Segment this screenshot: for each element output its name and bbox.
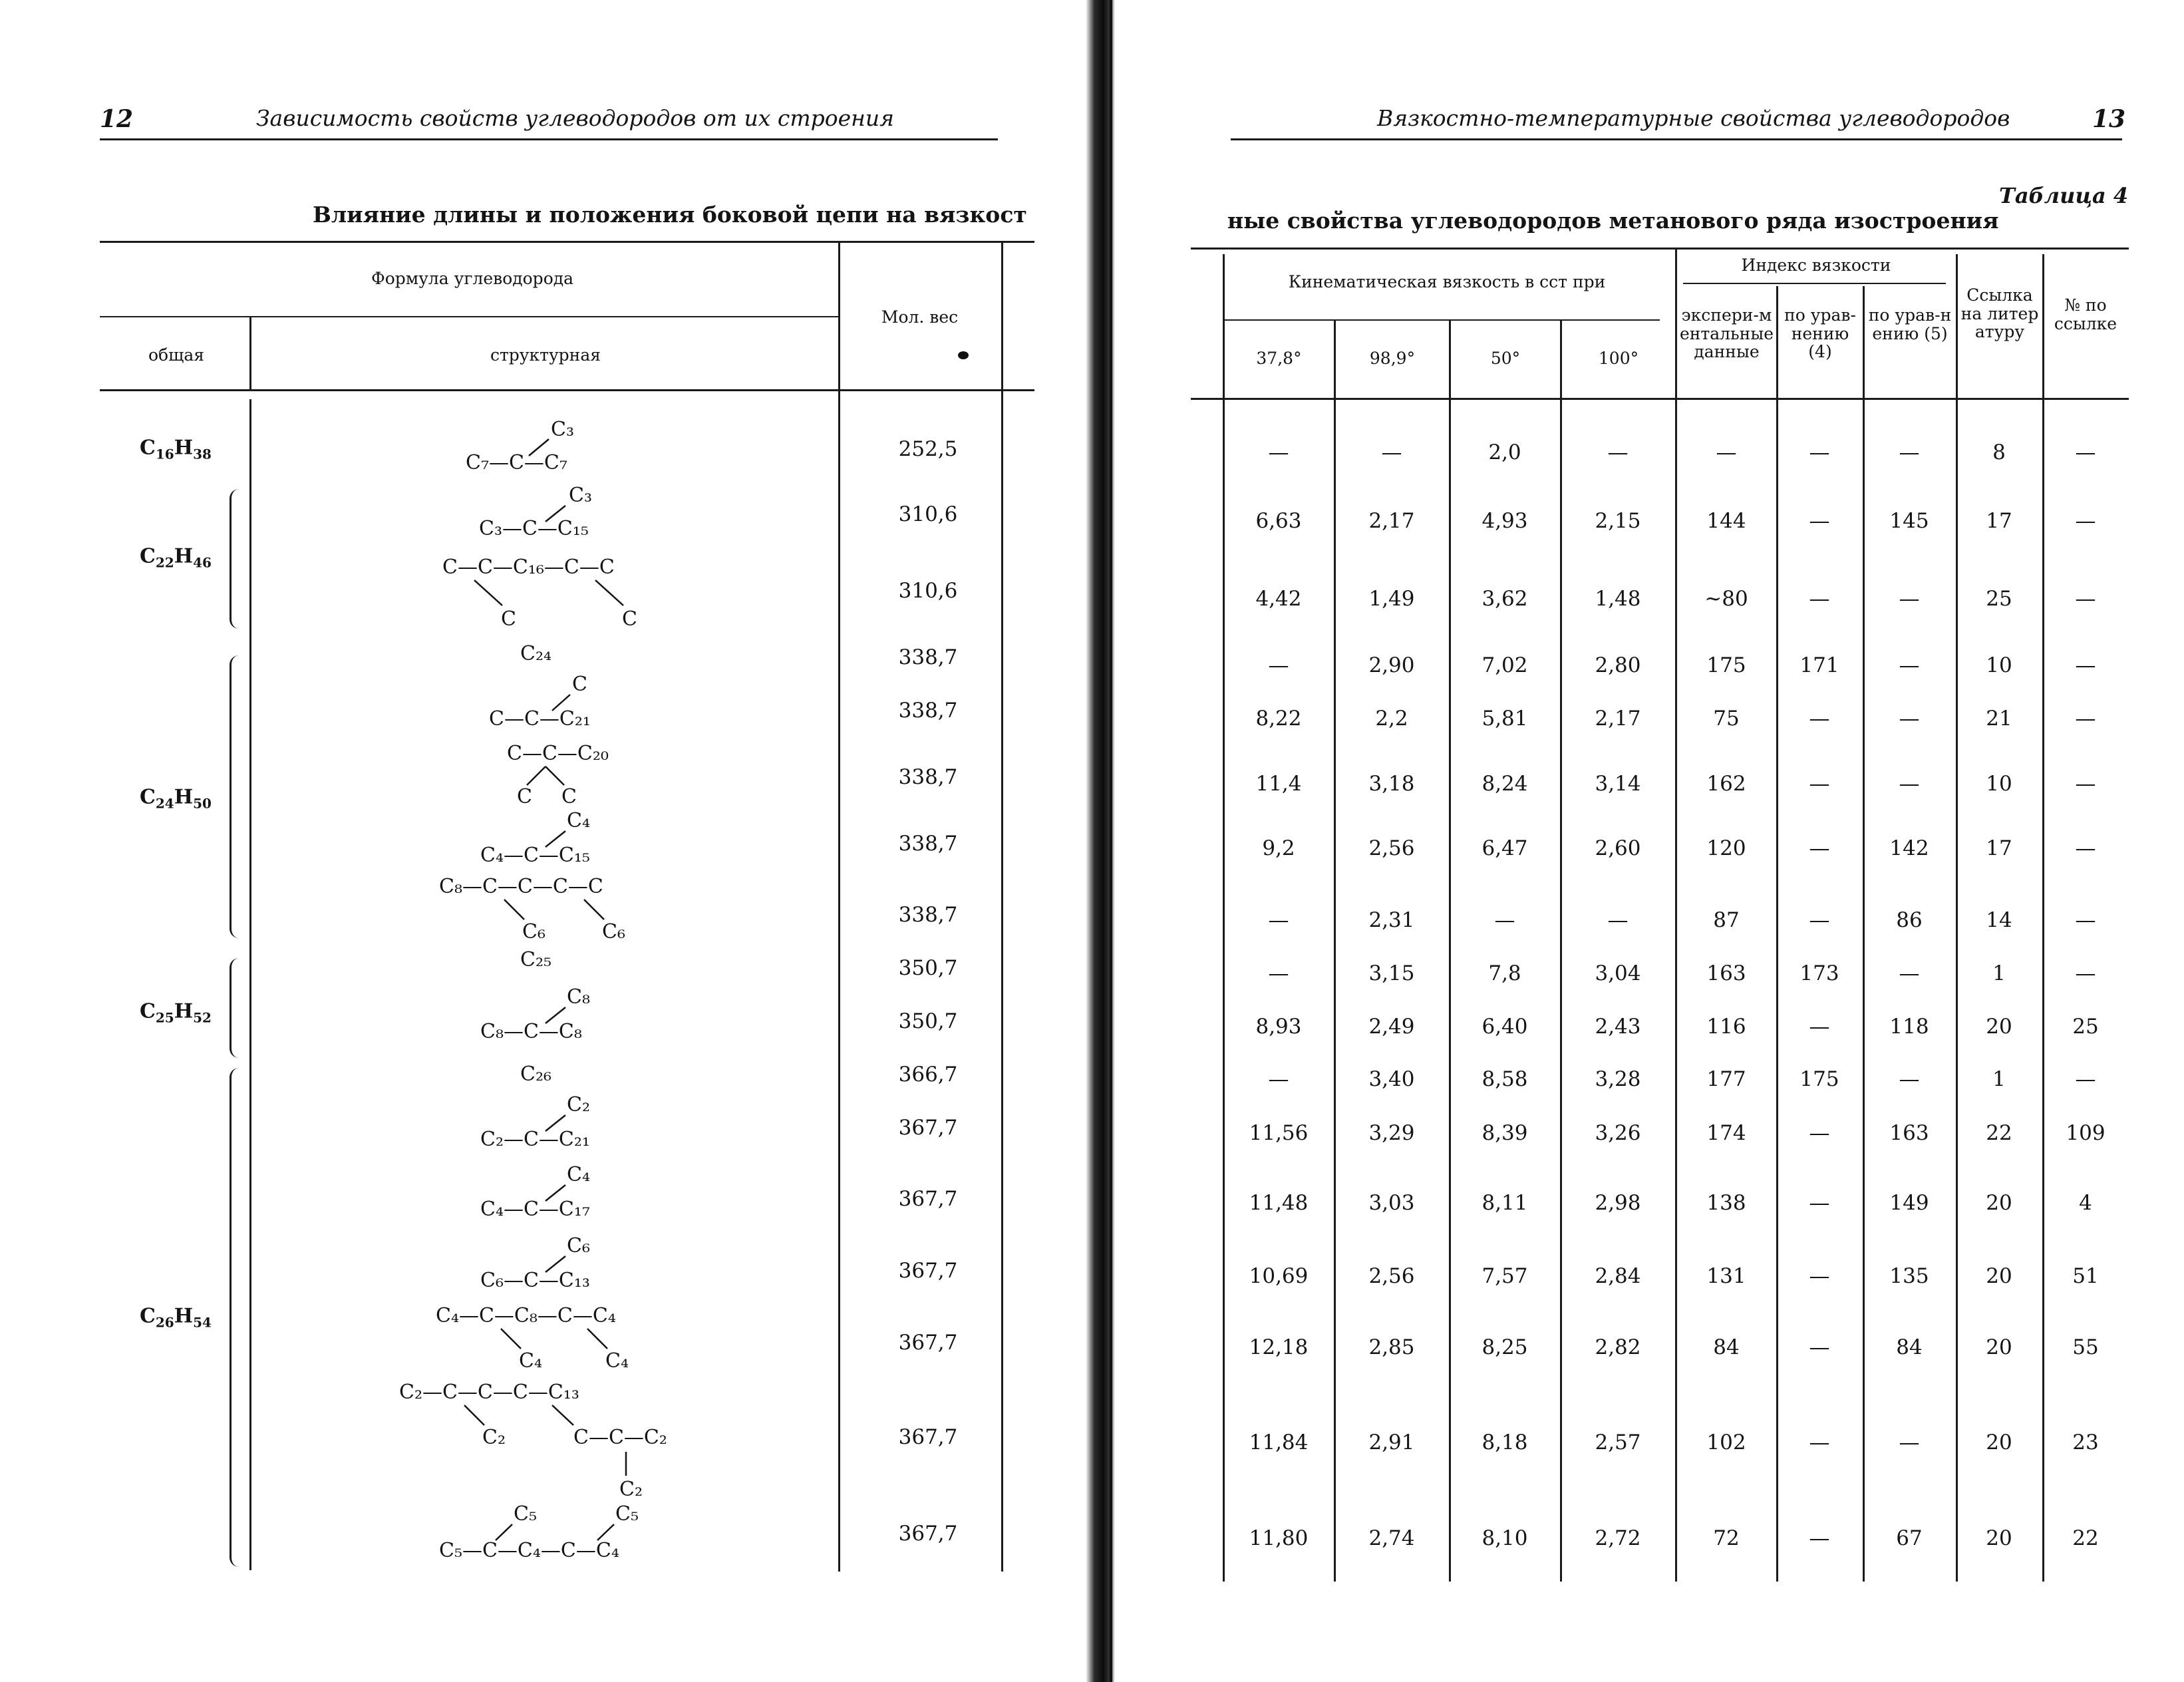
svg-text:C₈—C—C₈: C₈—C—C₈ <box>480 1020 582 1043</box>
cell-ref-no-row-12: 109 <box>2066 1121 2106 1145</box>
cell-visc-98-9-row-7: 2,56 <box>1368 836 1415 860</box>
col-divider-r5 <box>1776 286 1778 1582</box>
mol-weight-5: 338,7 <box>898 699 958 723</box>
cell-visc-50-row-1: 2,0 <box>1488 440 1521 464</box>
cell-visc-50-row-14: 7,57 <box>1482 1264 1528 1288</box>
col-divider-structural <box>838 241 840 1572</box>
cell-vi-experimental-row-12: 174 <box>1706 1121 1746 1145</box>
svg-text:C₂—C—C₂₁: C₂—C—C₂₁ <box>480 1128 590 1151</box>
cell-vi-experimental-row-11: 177 <box>1706 1067 1746 1091</box>
general-formula-c26h54: $C_{26}H_{54}$ <box>140 1304 212 1331</box>
mol-weight-9: 350,7 <box>898 956 958 980</box>
cell-vi-experimental-row-2: 144 <box>1706 509 1746 533</box>
header-kin-visc: Кинематическая вязкость в сст при <box>1288 272 1606 291</box>
svg-text:C₃: C₃ <box>569 484 592 507</box>
left-page <box>0 0 1078 1682</box>
brace-c26h54 <box>230 1068 241 1567</box>
cell-vi-experimental-row-14: 131 <box>1706 1264 1746 1288</box>
header-lit-ref: Ссылка на литературу <box>1960 285 2039 341</box>
cell-ref-no-row-2: — <box>2075 509 2096 533</box>
cell-visc-37-8-row-13: 11,48 <box>1249 1191 1309 1215</box>
svg-text:C—C—C₂: C—C—C₂ <box>573 1426 667 1449</box>
cell-visc-100-row-1: — <box>1607 440 1629 464</box>
cell-vi-eq4-row-7: — <box>1809 836 1830 860</box>
cell-vi-experimental-row-1: — <box>1716 440 1737 464</box>
cell-vi-eq4-row-2: — <box>1809 509 1830 533</box>
table-title-right: ные свойства углеводородов метанового ряда изостроения <box>1227 208 1999 234</box>
cell-vi-eq5-row-7: 142 <box>1889 836 1929 860</box>
cell-visc-37-8-row-3: 4,42 <box>1255 587 1302 611</box>
gutter-line <box>1110 0 1112 1682</box>
structure-9 <box>520 945 573 977</box>
visc-index-header-rule <box>1683 283 1946 284</box>
header-ref-no: № по ссылке <box>2054 295 2117 333</box>
cell-vi-eq5-row-2: 145 <box>1889 509 1929 533</box>
cell-vi-experimental-row-10: 116 <box>1706 1015 1746 1039</box>
cell-vi-experimental-row-6: 162 <box>1706 772 1746 796</box>
cell-lit-ref-row-12: 22 <box>1986 1121 2012 1145</box>
cell-vi-eq5-row-13: 149 <box>1889 1191 1929 1215</box>
cell-visc-100-row-17: 2,72 <box>1595 1526 1641 1550</box>
col-divider-r6 <box>1863 286 1865 1582</box>
mol-weight-10: 350,7 <box>898 1009 958 1033</box>
svg-text:C₃: C₃ <box>551 418 574 441</box>
cell-vi-experimental-row-7: 120 <box>1706 836 1746 860</box>
header-vi-eq5: по урав-нению (5) <box>1868 305 1952 343</box>
cell-visc-37-8-row-15: 12,18 <box>1249 1335 1309 1359</box>
svg-text:C₄: C₄ <box>567 1163 590 1186</box>
cell-vi-eq4-row-3: — <box>1809 587 1830 611</box>
cell-visc-37-8-row-12: 11,56 <box>1249 1121 1309 1145</box>
cell-vi-eq5-row-15: 84 <box>1896 1335 1923 1359</box>
structure-12 <box>480 1091 627 1154</box>
cell-vi-eq5-row-3: — <box>1899 587 1920 611</box>
cell-ref-no-row-15: 55 <box>2072 1335 2099 1359</box>
cell-vi-eq4-row-16: — <box>1809 1430 1830 1454</box>
cell-visc-98-9-row-9: 3,15 <box>1368 961 1415 985</box>
cell-ref-no-row-4: — <box>2075 653 2096 677</box>
cell-vi-experimental-row-5: 75 <box>1713 707 1740 731</box>
mol-weight-4: 338,7 <box>898 645 958 669</box>
cell-vi-experimental-row-13: 138 <box>1706 1191 1746 1215</box>
cell-vi-eq5-row-9: — <box>1899 961 1920 985</box>
cell-vi-eq4-row-14: — <box>1809 1264 1830 1288</box>
structure-6 <box>507 739 653 808</box>
col-divider-r1 <box>1334 321 1336 1582</box>
cell-visc-37-8-row-9: — <box>1268 961 1289 985</box>
cell-lit-ref-row-3: 25 <box>1986 587 2012 611</box>
mol-weight-15: 367,7 <box>898 1331 958 1355</box>
header-vi-eq4: по урав-нению (4) <box>1784 305 1856 361</box>
cell-visc-50-row-16: 8,18 <box>1482 1430 1528 1454</box>
col-divider-r4 <box>1675 248 1677 1582</box>
cell-visc-37-8-row-7: 9,2 <box>1262 836 1295 860</box>
svg-text:C₃—C—C₁₅: C₃—C—C₁₅ <box>479 517 589 540</box>
structure-14 <box>480 1232 627 1295</box>
cell-lit-ref-row-7: 17 <box>1986 836 2012 860</box>
cell-visc-37-8-row-2: 6,63 <box>1255 509 1302 533</box>
cell-lit-ref-row-1: 8 <box>1992 440 2006 464</box>
svg-text:C₂: C₂ <box>567 1093 590 1116</box>
header-temp-2: 98,9° <box>1369 349 1416 368</box>
cell-visc-100-row-12: 3,26 <box>1595 1121 1641 1145</box>
cell-lit-ref-row-15: 20 <box>1986 1335 2012 1359</box>
cell-visc-37-8-row-10: 8,93 <box>1255 1015 1302 1039</box>
cell-ref-no-row-10: 25 <box>2072 1015 2099 1039</box>
svg-text:C₆—C—C₁₃: C₆—C—C₁₃ <box>480 1269 590 1292</box>
cell-visc-50-row-6: 8,24 <box>1482 772 1528 796</box>
svg-text:C₆: C₆ <box>567 1234 590 1258</box>
header-vi-experimental: экспери-ментальные данные <box>1679 305 1774 361</box>
cell-vi-eq5-row-12: 163 <box>1889 1121 1929 1145</box>
svg-text:C: C <box>561 785 577 808</box>
cell-ref-no-row-3: — <box>2075 587 2096 611</box>
mol-weight-13: 367,7 <box>898 1187 958 1211</box>
structure-16 <box>399 1377 692 1503</box>
cell-vi-eq5-row-16: — <box>1899 1430 1920 1454</box>
running-head-right: Вязкостно-температурные свойства углеводородов <box>1377 105 2010 131</box>
cell-ref-no-row-11: — <box>2075 1067 2096 1091</box>
mol-weight-8: 338,7 <box>898 903 958 927</box>
brace-c24h50 <box>230 655 241 938</box>
cell-visc-50-row-13: 8,11 <box>1482 1191 1528 1215</box>
cell-visc-100-row-14: 2,84 <box>1595 1264 1641 1288</box>
cell-visc-100-row-5: 2,17 <box>1595 707 1641 731</box>
cell-visc-50-row-5: 5,81 <box>1482 707 1528 731</box>
brace-c25h52 <box>230 958 241 1058</box>
header-temp-3: 50° <box>1490 349 1521 368</box>
cell-vi-experimental-row-4: 175 <box>1706 653 1746 677</box>
cell-vi-eq4-row-5: — <box>1809 707 1830 731</box>
cell-vi-eq4-row-15: — <box>1809 1335 1830 1359</box>
structure-3 <box>442 552 669 635</box>
cell-vi-experimental-row-3: ~80 <box>1704 587 1748 611</box>
running-head-rule-right <box>1231 138 2122 140</box>
cell-vi-eq5-row-5: — <box>1899 707 1920 731</box>
svg-text:C₆: C₆ <box>602 920 625 943</box>
header-bottom-rule-right <box>1191 398 2129 400</box>
cell-lit-ref-row-14: 20 <box>1986 1264 2012 1288</box>
general-formula-c25h52: $C_{25}H_{52}$ <box>140 999 212 1026</box>
cell-vi-eq5-row-17: 67 <box>1896 1526 1923 1550</box>
svg-text:C₈—C—C—C—C: C₈—C—C—C—C <box>439 875 603 898</box>
svg-text:C₅—C—C₄—C—C₄: C₅—C—C₄—C—C₄ <box>439 1539 619 1562</box>
svg-text:C₂—C—C—C—C₁₃: C₂—C—C—C—C₁₃ <box>399 1381 579 1404</box>
cell-visc-98-9-row-16: 2,91 <box>1368 1430 1415 1454</box>
mol-weight-6: 338,7 <box>898 765 958 789</box>
cell-lit-ref-row-6: 10 <box>1986 772 2012 796</box>
structure-5 <box>489 671 635 733</box>
cell-lit-ref-row-2: 17 <box>1986 509 2012 533</box>
cell-vi-eq5-row-4: — <box>1899 653 1920 677</box>
page-number-right: 13 <box>2092 105 2126 133</box>
svg-text:C₈: C₈ <box>567 985 590 1009</box>
cell-visc-100-row-2: 2,15 <box>1595 509 1641 533</box>
cell-lit-ref-row-4: 10 <box>1986 653 2012 677</box>
cell-visc-37-8-row-17: 11,80 <box>1249 1526 1309 1550</box>
cell-vi-eq4-row-10: — <box>1809 1015 1830 1039</box>
mol-weight-3: 310,6 <box>898 579 958 603</box>
svg-text:C₄: C₄ <box>567 809 590 832</box>
svg-text:C—C—C₁₆—C—C: C—C—C₁₆—C—C <box>442 556 615 579</box>
mol-weight-11: 366,7 <box>898 1063 958 1087</box>
cell-visc-37-8-row-11: — <box>1268 1067 1289 1091</box>
header-general: общая <box>148 345 205 365</box>
cell-lit-ref-row-9: 1 <box>1992 961 2006 985</box>
col-divider-r7 <box>1956 254 1958 1582</box>
cell-visc-98-9-row-5: 2,2 <box>1375 707 1408 731</box>
mol-weight-17: 367,7 <box>898 1522 958 1546</box>
mol-weight-12: 367,7 <box>898 1116 958 1140</box>
cell-vi-experimental-row-8: 87 <box>1713 908 1740 932</box>
cell-visc-50-row-12: 8,39 <box>1482 1121 1528 1145</box>
cell-visc-100-row-15: 2,82 <box>1595 1335 1641 1359</box>
cell-vi-experimental-row-17: 72 <box>1713 1526 1740 1550</box>
cell-vi-eq4-row-1: — <box>1809 440 1830 464</box>
general-formula-c22h46: $C_{22}H_{46}$ <box>140 544 212 571</box>
svg-text:C₄—C—C₁₇: C₄—C—C₁₇ <box>480 1198 590 1221</box>
mol-weight-16: 367,7 <box>898 1425 958 1449</box>
cell-lit-ref-row-11: 1 <box>1992 1067 2006 1091</box>
structure-17 <box>439 1500 672 1576</box>
svg-text:C₅: C₅ <box>615 1502 639 1526</box>
cell-visc-50-row-8: — <box>1494 908 1515 932</box>
col-divider-r8 <box>2042 254 2044 1582</box>
cell-visc-37-8-row-8: — <box>1268 908 1289 932</box>
structure-15 <box>436 1301 655 1377</box>
cell-visc-37-8-row-5: 8,22 <box>1255 707 1302 731</box>
cell-ref-no-row-1: — <box>2075 440 2096 464</box>
cell-visc-37-8-row-16: 11,84 <box>1249 1430 1309 1454</box>
cell-visc-100-row-4: 2,80 <box>1595 653 1641 677</box>
svg-text:C: C <box>501 607 516 631</box>
header-formula: Формула углеводорода <box>371 269 574 288</box>
svg-text:C₄—C—C₈—C—C₄: C₄—C—C₈—C—C₄ <box>436 1304 616 1327</box>
cell-visc-50-row-10: 6,40 <box>1482 1015 1528 1039</box>
cell-ref-no-row-7: — <box>2075 836 2096 860</box>
cell-vi-experimental-row-16: 102 <box>1706 1430 1746 1454</box>
cell-visc-50-row-2: 4,93 <box>1482 509 1528 533</box>
cell-lit-ref-row-17: 20 <box>1986 1526 2012 1550</box>
cell-visc-100-row-13: 2,98 <box>1595 1191 1641 1215</box>
col-divider-right-edge <box>1001 241 1003 1572</box>
cell-vi-eq5-row-1: — <box>1899 440 1920 464</box>
cell-ref-no-row-13: 4 <box>2079 1191 2092 1215</box>
svg-text:C—C—C₂₁: C—C—C₂₁ <box>489 707 591 731</box>
svg-text:C₄: C₄ <box>519 1349 542 1373</box>
mol-weight-2: 310,6 <box>898 502 958 526</box>
svg-text:C₂₆: C₂₆ <box>520 1063 552 1086</box>
cell-visc-100-row-8: — <box>1607 908 1629 932</box>
cell-visc-50-row-9: 7,8 <box>1488 961 1521 985</box>
general-formula-c24h50: $C_{24}H_{50}$ <box>140 785 212 812</box>
cell-visc-50-row-15: 8,25 <box>1482 1335 1528 1359</box>
cell-visc-50-row-3: 3,62 <box>1482 587 1528 611</box>
cell-ref-no-row-5: — <box>2075 707 2096 731</box>
col-divider-general <box>249 316 251 389</box>
cell-vi-eq4-row-8: — <box>1809 908 1830 932</box>
cell-visc-98-9-row-2: 2,17 <box>1368 509 1415 533</box>
cell-visc-98-9-row-1: — <box>1381 440 1402 464</box>
header-mol-weight: Мол. вес <box>881 307 959 327</box>
cell-visc-100-row-3: 1,48 <box>1595 587 1641 611</box>
cell-vi-eq4-row-12: — <box>1809 1121 1830 1145</box>
cell-visc-37-8-row-14: 10,69 <box>1249 1264 1309 1288</box>
cell-visc-37-8-row-4: — <box>1268 653 1289 677</box>
cell-visc-50-row-7: 6,47 <box>1482 836 1528 860</box>
cell-vi-eq5-row-10: 118 <box>1889 1015 1929 1039</box>
formula-header-rule <box>100 316 838 317</box>
cell-visc-100-row-6: 3,14 <box>1595 772 1641 796</box>
mol-weight-14: 367,7 <box>898 1259 958 1283</box>
cell-visc-100-row-9: 3,04 <box>1595 961 1641 985</box>
page-number-left: 12 <box>100 105 134 133</box>
svg-text:C: C <box>517 785 532 808</box>
brace-c22h46 <box>230 489 241 629</box>
cell-lit-ref-row-16: 20 <box>1986 1430 2012 1454</box>
cell-ref-no-row-8: — <box>2075 908 2096 932</box>
cell-vi-eq5-row-6: — <box>1899 772 1920 796</box>
cell-vi-experimental-row-9: 163 <box>1706 961 1746 985</box>
header-bottom-rule-left <box>100 389 1034 391</box>
cell-lit-ref-row-8: 14 <box>1986 908 2012 932</box>
col-divider-r2 <box>1449 321 1451 1582</box>
cell-visc-100-row-7: 2,60 <box>1595 836 1641 860</box>
cell-lit-ref-row-10: 20 <box>1986 1015 2012 1039</box>
cell-ref-no-row-6: — <box>2075 772 2096 796</box>
cell-visc-98-9-row-3: 1,49 <box>1368 587 1415 611</box>
cell-ref-no-row-17: 22 <box>2072 1526 2099 1550</box>
table-top-rule-right <box>1191 248 2129 250</box>
svg-text:C₂₄: C₂₄ <box>520 642 552 665</box>
svg-text:C₄—C—C₁₅: C₄—C—C₁₅ <box>480 844 590 867</box>
ink-blot <box>958 351 969 359</box>
cell-visc-98-9-row-4: 2,90 <box>1368 653 1415 677</box>
svg-text:C: C <box>572 673 587 696</box>
header-temp-1: 37,8° <box>1256 349 1302 368</box>
cell-visc-98-9-row-15: 2,85 <box>1368 1335 1415 1359</box>
cell-vi-eq4-row-13: — <box>1809 1191 1830 1215</box>
svg-text:C₂: C₂ <box>619 1478 643 1501</box>
cell-vi-eq4-row-9: 173 <box>1799 961 1839 985</box>
col-divider-general-body <box>249 399 251 1570</box>
table-title-left: Влияние длины и положения боковой цепи на вязкост <box>313 202 1027 228</box>
cell-vi-eq5-row-8: 86 <box>1896 908 1923 932</box>
cell-visc-100-row-10: 2,43 <box>1595 1015 1641 1039</box>
structure-1 <box>466 416 599 478</box>
cell-lit-ref-row-13: 20 <box>1986 1191 2012 1215</box>
cell-visc-100-row-16: 2,57 <box>1595 1430 1641 1454</box>
table-top-rule-left <box>100 241 1034 243</box>
header-temp-4: 100° <box>1598 349 1639 368</box>
cell-visc-98-9-row-12: 3,29 <box>1368 1121 1415 1145</box>
col-divider-r0 <box>1223 254 1225 1582</box>
header-visc-index: Индекс вязкости <box>1741 255 1891 275</box>
svg-text:C: C <box>622 607 637 631</box>
cell-visc-100-row-11: 3,28 <box>1595 1067 1641 1091</box>
structure-4 <box>520 639 573 671</box>
table-label: Таблица 4 <box>1999 183 2129 208</box>
cell-visc-50-row-17: 8,10 <box>1482 1526 1528 1550</box>
running-head-left: Зависимость свойств углеводородов от их строения <box>256 105 894 131</box>
kin-visc-header-rule <box>1224 319 1660 321</box>
structure-13 <box>480 1161 627 1224</box>
general-formula-c16h38: $C_{16}H_{38}$ <box>140 436 212 462</box>
cell-ref-no-row-16: 23 <box>2072 1430 2099 1454</box>
mol-weight-1: 252,5 <box>898 437 958 461</box>
cell-visc-98-9-row-8: 2,31 <box>1368 908 1415 932</box>
svg-text:C₆: C₆ <box>522 920 546 943</box>
right-page <box>1131 0 2184 1682</box>
svg-text:C₂₅: C₂₅ <box>520 948 552 971</box>
svg-text:C₇—C—C₇: C₇—C—C₇ <box>466 451 567 474</box>
cell-visc-98-9-row-17: 2,74 <box>1368 1526 1415 1550</box>
mol-weight-7: 338,7 <box>898 832 958 856</box>
cell-vi-eq5-row-14: 135 <box>1889 1264 1929 1288</box>
cell-vi-eq4-row-17: — <box>1809 1526 1830 1550</box>
cell-vi-eq4-row-6: — <box>1809 772 1830 796</box>
cell-visc-37-8-row-6: 11,4 <box>1255 772 1302 796</box>
cell-vi-eq5-row-11: — <box>1899 1067 1920 1091</box>
cell-visc-50-row-11: 8,58 <box>1482 1067 1528 1091</box>
svg-text:C₂: C₂ <box>482 1426 506 1449</box>
svg-text:C₄: C₄ <box>605 1349 629 1373</box>
structure-8 <box>439 872 652 947</box>
svg-text:C₅: C₅ <box>514 1502 537 1526</box>
cell-vi-experimental-row-15: 84 <box>1713 1335 1740 1359</box>
structure-11 <box>520 1059 573 1092</box>
running-head-rule-left <box>100 138 998 140</box>
svg-text:C—C—C₂₀: C—C—C₂₀ <box>507 742 609 765</box>
cell-visc-98-9-row-11: 3,40 <box>1368 1067 1415 1091</box>
cell-visc-98-9-row-14: 2,56 <box>1368 1264 1415 1288</box>
col-divider-r3 <box>1560 321 1562 1582</box>
cell-visc-37-8-row-1: — <box>1268 440 1289 464</box>
structure-2 <box>479 480 625 543</box>
structure-7 <box>480 807 627 870</box>
cell-visc-98-9-row-13: 3,03 <box>1368 1191 1415 1215</box>
cell-vi-eq4-row-11: 175 <box>1799 1067 1839 1091</box>
cell-vi-eq4-row-4: 171 <box>1799 653 1839 677</box>
cell-visc-50-row-4: 7,02 <box>1482 653 1528 677</box>
cell-lit-ref-row-5: 21 <box>1986 707 2012 731</box>
header-structural: структурная <box>490 345 601 365</box>
cell-ref-no-row-14: 51 <box>2072 1264 2099 1288</box>
cell-ref-no-row-9: — <box>2075 961 2096 985</box>
cell-visc-98-9-row-10: 2,49 <box>1368 1015 1415 1039</box>
cell-visc-98-9-row-6: 3,18 <box>1368 772 1415 796</box>
structure-10 <box>480 983 627 1046</box>
